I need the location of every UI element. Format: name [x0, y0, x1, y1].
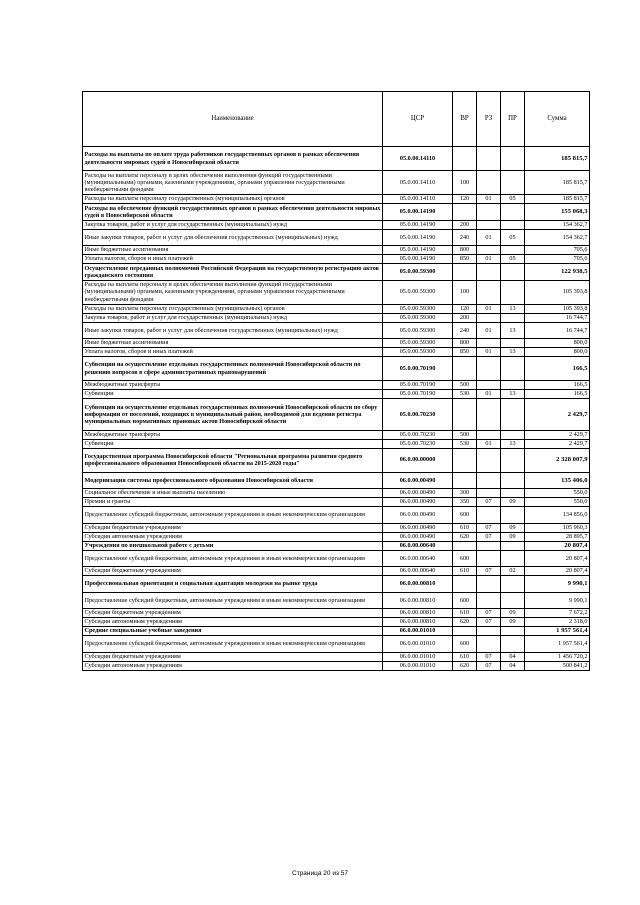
cell-sum: 154 362,7 — [525, 220, 590, 229]
cell-pr — [501, 339, 525, 348]
cell-csr: 05.0.00.59300 — [383, 280, 453, 304]
cell-csr: 06.0.00.00810 — [383, 576, 453, 593]
cell-pr — [501, 430, 525, 439]
cell-vr: 850 — [453, 348, 477, 357]
cell-sum: 122 938,5 — [525, 264, 590, 281]
cell-csr: 06.0.00.00640 — [383, 567, 453, 576]
cell-sum: 135 406,0 — [525, 472, 590, 489]
cell-csr: 06.0.00.00490 — [383, 472, 453, 489]
cell-csr: 05.0.00.59300 — [383, 304, 453, 313]
cell-vr: 200 — [453, 220, 477, 229]
cell-name: Расходы на обеспечение функций государственных органов в рамках обеспечения деятельности мировых судей в Новосибирской области — [83, 204, 383, 221]
cell-csr: 06.0.00.01010 — [383, 661, 453, 670]
cell-sum: 166,5 — [525, 357, 590, 381]
table-row — [83, 472, 590, 489]
cell-sum: 800,0 — [525, 348, 590, 357]
cell-name: Государственная программа Новосибирской области "Региональная программа развития среднего профессионального образования Новосибирской области на 2015-2020 годы" — [83, 448, 383, 472]
table-row — [83, 627, 590, 636]
cell-vr: 610 — [453, 567, 477, 576]
cell-name: Предоставление субсидий бюджетным, автономным учреждениям и иным некоммерческим организациям — [83, 592, 383, 609]
cell-name: Уплата налогов, сборов и иных платежей — [83, 348, 383, 357]
cell-vr — [453, 399, 477, 431]
cell-rz: 07 — [477, 567, 501, 576]
cell-name: Предоставление субсидий бюджетным, автономным учреждениям и иным некоммерческим организациям — [83, 636, 383, 653]
cell-rz — [477, 576, 501, 593]
cell-csr: 05.0.00.14110 — [383, 171, 453, 195]
cell-rz — [477, 430, 501, 439]
cell-rz — [477, 204, 501, 221]
cell-rz: 01 — [477, 255, 501, 264]
cell-csr: 05.0.00.14110 — [383, 147, 453, 171]
cell-name: Субсидии автономным учреждениям — [83, 532, 383, 541]
cell-csr: 06.0.00.00810 — [383, 609, 453, 618]
cell-sum: 2 429,7 — [525, 439, 590, 448]
cell-csr: 05.0.00.70190 — [383, 390, 453, 399]
cell-name: Расходы на выплаты персоналу в целях обеспечения выполнения функций государственными (муниципальными) органами, казенными учреждениями, органами управления государственными внебюджетными фондами — [83, 280, 383, 304]
table-row — [83, 304, 590, 313]
cell-rz: 01 — [477, 304, 501, 313]
table-row — [83, 357, 590, 381]
cell-name: Расходы на выплаты персоналу государственных (муниципальных) органов — [83, 195, 383, 204]
table-row — [83, 507, 590, 524]
cell-csr: 05.0.00.70230 — [383, 439, 453, 448]
cell-pr — [501, 448, 525, 472]
cell-sum: 2 429,7 — [525, 399, 590, 431]
cell-pr: 13 — [501, 439, 525, 448]
cell-name: Субсидии бюджетным учреждениям — [83, 523, 383, 532]
cell-name: Закупка товаров, работ и услуг для государственных (муниципальных) нужд — [83, 220, 383, 229]
table-row — [83, 322, 590, 339]
cell-vr: 500 — [453, 430, 477, 439]
cell-rz: 07 — [477, 532, 501, 541]
cell-vr: 300 — [453, 489, 477, 498]
cell-pr — [501, 541, 525, 550]
cell-vr — [453, 357, 477, 381]
cell-csr: 05.0.00.14190 — [383, 255, 453, 264]
cell-rz — [477, 472, 501, 489]
cell-sum: 105 393,8 — [525, 304, 590, 313]
cell-vr: 800 — [453, 246, 477, 255]
cell-rz: 07 — [477, 618, 501, 627]
table-row — [83, 609, 590, 618]
table-row — [83, 636, 590, 653]
cell-csr: 05.0.00.14190 — [383, 246, 453, 255]
cell-vr: 850 — [453, 255, 477, 264]
cell-pr: 09 — [501, 532, 525, 541]
cell-pr: 13 — [501, 390, 525, 399]
cell-sum: 185 815,7 — [525, 171, 590, 195]
cell-sum: 105 393,8 — [525, 280, 590, 304]
cell-vr: 600 — [453, 636, 477, 653]
cell-csr: 06.0.00.01010 — [383, 627, 453, 636]
table-row — [83, 246, 590, 255]
cell-csr: 06.0.00.01010 — [383, 636, 453, 653]
cell-name: Субвенции — [83, 439, 383, 448]
cell-rz — [477, 280, 501, 304]
cell-pr — [501, 171, 525, 195]
cell-rz — [477, 357, 501, 381]
cell-sum: 20 807,4 — [525, 550, 590, 567]
cell-rz — [477, 399, 501, 431]
cell-vr: 620 — [453, 532, 477, 541]
cell-name: Модернизация системы профессионального образования Новосибирской области — [83, 472, 383, 489]
table-row — [83, 430, 590, 439]
cell-csr: 06.0.00.00640 — [383, 541, 453, 550]
cell-vr: 800 — [453, 339, 477, 348]
cell-sum: 550,0 — [525, 498, 590, 507]
cell-name: Премии и гранты — [83, 498, 383, 507]
cell-sum: 500 841,2 — [525, 661, 590, 670]
cell-sum: 185 815,7 — [525, 195, 590, 204]
cell-rz — [477, 489, 501, 498]
cell-vr: 610 — [453, 609, 477, 618]
cell-name: Субсидии автономным учреждениям — [83, 618, 383, 627]
cell-pr — [501, 472, 525, 489]
header-csr: ЦСР — [383, 92, 453, 147]
budget-table — [82, 91, 590, 671]
cell-pr: 05 — [501, 195, 525, 204]
cell-pr: 04 — [501, 661, 525, 670]
cell-vr: 120 — [453, 304, 477, 313]
cell-csr: 06.0.00.00490 — [383, 532, 453, 541]
cell-sum: 134 856,0 — [525, 507, 590, 524]
page-number: Страница 20 из 57 — [292, 870, 348, 877]
cell-rz — [477, 627, 501, 636]
table-row — [83, 339, 590, 348]
header-sum: Сумма — [525, 92, 590, 147]
cell-csr: 06.0.00.00490 — [383, 489, 453, 498]
cell-rz: 01 — [477, 390, 501, 399]
cell-csr: 06.0.00.00490 — [383, 507, 453, 524]
cell-pr: 02 — [501, 567, 525, 576]
cell-pr — [501, 246, 525, 255]
cell-csr: 05.0.00.14190 — [383, 220, 453, 229]
table-row — [83, 255, 590, 264]
cell-pr — [501, 381, 525, 390]
cell-sum: 154 362,7 — [525, 229, 590, 246]
cell-sum: 2 328 007,9 — [525, 448, 590, 472]
cell-rz — [477, 220, 501, 229]
cell-csr: 05.0.00.70190 — [383, 357, 453, 381]
cell-vr: 240 — [453, 322, 477, 339]
cell-pr — [501, 220, 525, 229]
cell-vr: 600 — [453, 592, 477, 609]
table-row — [83, 171, 590, 195]
cell-vr — [453, 264, 477, 281]
cell-pr — [501, 636, 525, 653]
table-row — [83, 204, 590, 221]
cell-csr: 05.0.00.59300 — [383, 264, 453, 281]
cell-vr: 620 — [453, 661, 477, 670]
cell-pr — [501, 550, 525, 567]
cell-vr: 100 — [453, 171, 477, 195]
cell-csr: 06.0.00.00490 — [383, 498, 453, 507]
cell-vr: 100 — [453, 280, 477, 304]
cell-csr: 06.0.00.00810 — [383, 592, 453, 609]
cell-rz: 07 — [477, 661, 501, 670]
cell-pr — [501, 399, 525, 431]
cell-csr: 05.0.00.59300 — [383, 322, 453, 339]
table-row — [83, 448, 590, 472]
cell-vr: 240 — [453, 229, 477, 246]
table-row — [83, 399, 590, 431]
cell-sum: 16 744,7 — [525, 322, 590, 339]
cell-sum: 7 672,2 — [525, 609, 590, 618]
table-row — [83, 390, 590, 399]
table-row — [83, 220, 590, 229]
table-row — [83, 550, 590, 567]
cell-vr — [453, 204, 477, 221]
cell-name: Осуществление переданных полномочий Российской Федерации на государственную регистрацию актов гражданского состояния — [83, 264, 383, 281]
cell-sum: 550,0 — [525, 489, 590, 498]
cell-name: Расходы на выплаты персоналу государственных (муниципальных) органов — [83, 304, 383, 313]
cell-vr — [453, 472, 477, 489]
cell-pr — [501, 204, 525, 221]
cell-rz: 07 — [477, 652, 501, 661]
cell-pr: 09 — [501, 618, 525, 627]
cell-pr — [501, 357, 525, 381]
cell-csr: 05.0.00.59300 — [383, 313, 453, 322]
cell-sum: 28 895,7 — [525, 532, 590, 541]
header-rz: РЗ — [477, 92, 501, 147]
cell-sum: 800,0 — [525, 339, 590, 348]
cell-rz — [477, 246, 501, 255]
header-name: Наименование — [83, 92, 383, 147]
table-row — [83, 229, 590, 246]
cell-name: Предоставление субсидий бюджетным, автономным учреждениям и иным некоммерческим организациям — [83, 550, 383, 567]
cell-vr: 530 — [453, 439, 477, 448]
table-header-row — [83, 92, 590, 147]
cell-pr — [501, 280, 525, 304]
cell-sum: 1 957 561,4 — [525, 627, 590, 636]
cell-rz — [477, 313, 501, 322]
table-row — [83, 348, 590, 357]
cell-name: Субсидии автономным учреждениям — [83, 661, 383, 670]
cell-name: Профессиональная ориентация и социальная адаптация молодежи на рынке труда — [83, 576, 383, 593]
cell-csr: 06.0.00.00810 — [383, 618, 453, 627]
cell-name: Социальное обеспечение и иные выплаты населению — [83, 489, 383, 498]
cell-csr: 06.0.00.00490 — [383, 523, 453, 532]
cell-name: Субсидии бюджетным учреждениям — [83, 609, 383, 618]
cell-csr: 06.0.00.01010 — [383, 652, 453, 661]
cell-rz — [477, 171, 501, 195]
cell-pr: 05 — [501, 255, 525, 264]
cell-csr: 06.0.00.00000 — [383, 448, 453, 472]
cell-sum: 185 815,7 — [525, 147, 590, 171]
cell-name: Предоставление субсидий бюджетным, автономным учреждениям и иным некоммерческим организациям — [83, 507, 383, 524]
table-row — [83, 381, 590, 390]
cell-sum: 2 318,0 — [525, 618, 590, 627]
cell-sum: 705,6 — [525, 255, 590, 264]
table-row — [83, 489, 590, 498]
cell-rz: 01 — [477, 348, 501, 357]
cell-vr: 200 — [453, 313, 477, 322]
cell-csr: 05.0.00.70190 — [383, 381, 453, 390]
cell-vr: 120 — [453, 195, 477, 204]
table-row — [83, 313, 590, 322]
cell-sum: 20 807,4 — [525, 567, 590, 576]
cell-name: Иные закупки товаров, работ и услуг для обеспечения государственных (муниципальных) нужд — [83, 229, 383, 246]
cell-csr: 05.0.00.59300 — [383, 339, 453, 348]
table-row — [83, 264, 590, 281]
cell-pr — [501, 489, 525, 498]
cell-sum: 166,5 — [525, 381, 590, 390]
table-row — [83, 652, 590, 661]
cell-sum: 166,5 — [525, 390, 590, 399]
cell-csr: 06.0.00.00640 — [383, 550, 453, 567]
cell-rz: 07 — [477, 523, 501, 532]
cell-csr: 05.0.00.14110 — [383, 195, 453, 204]
cell-name: Иные закупки товаров, работ и услуг для обеспечения государственных (муниципальных) нужд — [83, 322, 383, 339]
cell-rz — [477, 339, 501, 348]
cell-sum: 9 990,1 — [525, 576, 590, 593]
cell-csr: 05.0.00.70230 — [383, 430, 453, 439]
cell-pr: 13 — [501, 322, 525, 339]
cell-sum: 1 957 561,4 — [525, 636, 590, 653]
cell-name: Расходы на выплаты по оплате труда работников государственных органов в рамках обеспечения деятельности мировых судей в Новосибирской области — [83, 147, 383, 171]
cell-vr: 600 — [453, 507, 477, 524]
cell-pr — [501, 264, 525, 281]
cell-csr: 05.0.00.70230 — [383, 399, 453, 431]
cell-pr: 05 — [501, 229, 525, 246]
cell-sum: 105 960,3 — [525, 523, 590, 532]
cell-name: Закупка товаров, работ и услуг для государственных (муниципальных) нужд — [83, 313, 383, 322]
cell-vr: 600 — [453, 550, 477, 567]
cell-sum: 9 990,1 — [525, 592, 590, 609]
cell-pr — [501, 592, 525, 609]
table-row — [83, 532, 590, 541]
cell-sum: 2 429,7 — [525, 430, 590, 439]
cell-rz — [477, 592, 501, 609]
cell-name: Субвенции — [83, 390, 383, 399]
header-pr: ПР — [501, 92, 525, 147]
cell-csr: 05.0.00.59300 — [383, 348, 453, 357]
cell-rz — [477, 448, 501, 472]
table-row — [83, 576, 590, 593]
cell-pr: 09 — [501, 498, 525, 507]
cell-rz: 01 — [477, 229, 501, 246]
cell-vr — [453, 541, 477, 550]
budget-table-body — [83, 92, 590, 671]
cell-rz — [477, 147, 501, 171]
cell-sum: 155 068,3 — [525, 204, 590, 221]
cell-vr: 610 — [453, 652, 477, 661]
cell-rz: 07 — [477, 498, 501, 507]
cell-pr: 13 — [501, 304, 525, 313]
cell-name: Иные бюджетные ассигнования — [83, 339, 383, 348]
cell-pr — [501, 147, 525, 171]
cell-vr — [453, 576, 477, 593]
cell-name: Межбюджетные трансферты — [83, 381, 383, 390]
cell-vr — [453, 627, 477, 636]
cell-csr: 05.0.00.14190 — [383, 204, 453, 221]
cell-rz: 01 — [477, 322, 501, 339]
cell-pr — [501, 313, 525, 322]
cell-sum: 705,6 — [525, 246, 590, 255]
cell-pr — [501, 576, 525, 593]
cell-rz — [477, 264, 501, 281]
cell-rz: 07 — [477, 609, 501, 618]
cell-pr: 13 — [501, 348, 525, 357]
cell-name: Уплата налогов, сборов и иных платежей — [83, 255, 383, 264]
cell-rz — [477, 381, 501, 390]
cell-name: Иные бюджетные ассигнования — [83, 246, 383, 255]
cell-name: Расходы на выплаты персоналу в целях обеспечения выполнения функций государственными (муниципальными) органами, казенными учреждениями, органами управления государственными внебюджетными фондами — [83, 171, 383, 195]
cell-name: Учреждения по внешкольной работе с детьми — [83, 541, 383, 550]
cell-rz — [477, 507, 501, 524]
cell-rz — [477, 550, 501, 567]
table-row — [83, 541, 590, 550]
cell-name: Средние специальные учебные заведения — [83, 627, 383, 636]
cell-name: Субсидии бюджетным учреждениям — [83, 567, 383, 576]
cell-vr: 620 — [453, 618, 477, 627]
cell-pr: 09 — [501, 609, 525, 618]
cell-name: Субсидии бюджетным учреждениям — [83, 652, 383, 661]
cell-vr: 350 — [453, 498, 477, 507]
table-row — [83, 498, 590, 507]
cell-pr — [501, 627, 525, 636]
table-row — [83, 439, 590, 448]
cell-pr: 09 — [501, 523, 525, 532]
table-row — [83, 523, 590, 532]
cell-vr: 610 — [453, 523, 477, 532]
cell-name: Субвенции на осуществление отдельных государственных полномочий Новосибирской области по решению вопросов в сфере административных правонарушений — [83, 357, 383, 381]
cell-rz — [477, 636, 501, 653]
cell-vr: 530 — [453, 390, 477, 399]
cell-vr — [453, 448, 477, 472]
cell-pr — [501, 507, 525, 524]
table-row — [83, 618, 590, 627]
table-row — [83, 147, 590, 171]
cell-sum: 20 807,4 — [525, 541, 590, 550]
table-row — [83, 195, 590, 204]
cell-vr — [453, 147, 477, 171]
table-row — [83, 567, 590, 576]
cell-name: Субвенции на осуществление отдельных государственных полномочий Новосибирской области по сбору информации от поселений, входящих в муниципальный район, необходимой для ведения регистра муниципальных нормативных правовых актов Новосибирской области — [83, 399, 383, 431]
cell-pr: 04 — [501, 652, 525, 661]
cell-sum: 1 456 720,2 — [525, 652, 590, 661]
table-row — [83, 661, 590, 670]
cell-vr: 500 — [453, 381, 477, 390]
table-row — [83, 280, 590, 304]
cell-rz: 01 — [477, 439, 501, 448]
cell-csr: 05.0.00.14190 — [383, 229, 453, 246]
cell-sum: 16 744,7 — [525, 313, 590, 322]
cell-name: Межбюджетные трансферты — [83, 430, 383, 439]
header-vr: ВР — [453, 92, 477, 147]
cell-rz: 01 — [477, 195, 501, 204]
table-row — [83, 592, 590, 609]
cell-rz — [477, 541, 501, 550]
